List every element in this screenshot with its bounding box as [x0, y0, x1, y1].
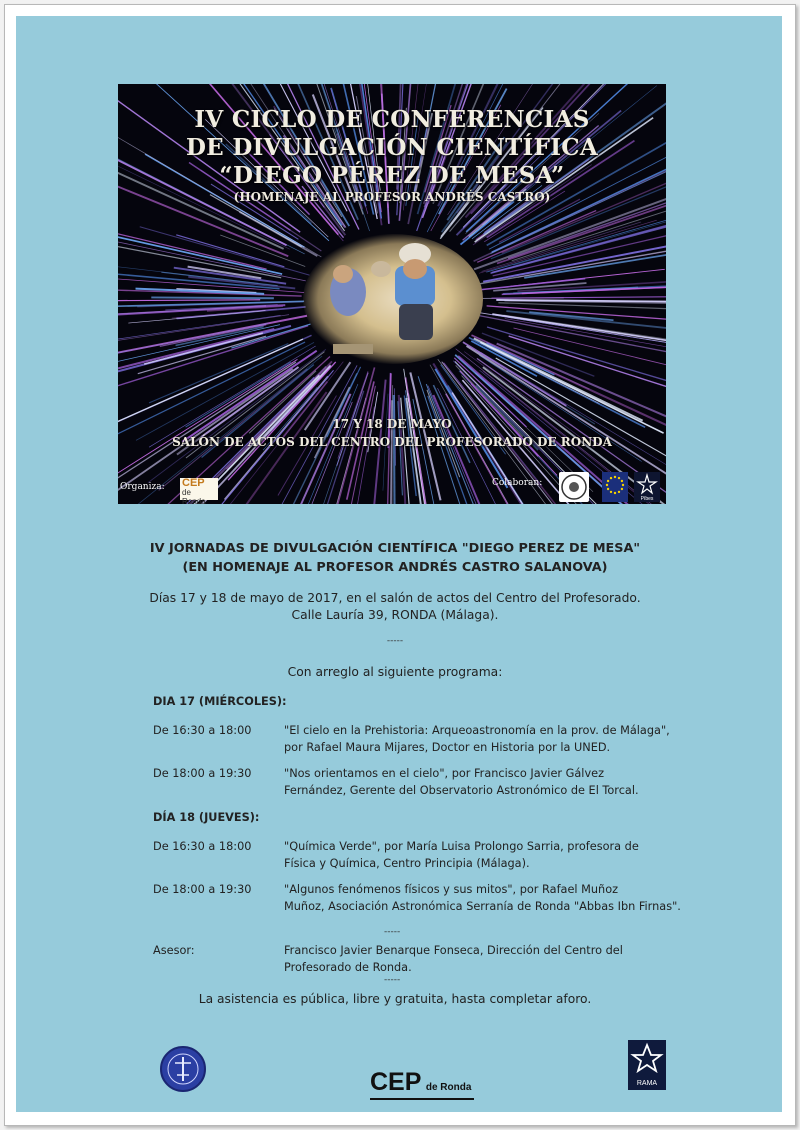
- eu-star-dot: [606, 484, 608, 486]
- advisor-label: Asesor:: [153, 944, 195, 957]
- cep-mini-logo: [180, 477, 218, 504]
- starburst-ray: [394, 395, 395, 504]
- starburst-ray: [506, 311, 666, 347]
- day17-session2-line2: Fernández, Gerente del Observatorio Astronómico de El Torcal.: [284, 784, 639, 797]
- eu-star-dot: [622, 484, 624, 486]
- day17-session1-time: De 16:30 a 18:00: [153, 724, 252, 737]
- banner-venue: SALÓN DE ACTOS DEL CENTRO DEL PROFESORADO DE RONDA: [172, 435, 612, 449]
- poster-banner: [118, 84, 666, 504]
- eu-star-dot: [618, 491, 620, 493]
- starburst-ray: [151, 297, 274, 298]
- cep-mini-logo-text: CEP: [182, 477, 205, 489]
- day18-session1-line2: Física y Química, Centro Principia (Málaga).: [284, 857, 530, 870]
- seal-logo-icon: [559, 472, 589, 502]
- eu-star-dot: [621, 480, 623, 482]
- banner-date: 17 Y 18 DE MAYO: [332, 417, 452, 431]
- day17-session1-line1: "El cielo en la Prehistoria: Arqueoastronomía en la prov. de Málaga",: [284, 724, 670, 737]
- heading-line1: IV JORNADAS DE DIVULGACIÓN CIENTÍFICA "DIEGO PEREZ DE MESA": [149, 541, 641, 556]
- intro-line2: Calle Lauría 39, RONDA (Málaga).: [291, 608, 499, 622]
- eu-star-dot: [614, 492, 616, 494]
- starburst-ray: [529, 312, 613, 320]
- day17-session2-time: De 18:00 a 19:30: [153, 767, 252, 780]
- day18-session2-line2: Muñoz, Asociación Astronómica Serranía de Ronda "Abbas Ibn Firnas".: [284, 900, 681, 913]
- cep-mini-logo-sub: de Ronda: [182, 488, 206, 504]
- day18-session2-time: De 18:00 a 19:30: [153, 883, 252, 896]
- heading-line2: (EN HOMENAJE AL PROFESOR ANDRÉS CASTRO SALANOVA): [182, 560, 608, 575]
- eu-star-dot: [621, 488, 623, 490]
- colaboran-label: Colaboran:: [492, 478, 543, 488]
- starburst-ray: [391, 400, 392, 504]
- pibes-label: Píbes: [640, 496, 654, 502]
- banner-photo: [303, 234, 483, 364]
- closing-note: La asistencia es pública, libre y gratuita, hasta completar aforo.: [198, 992, 592, 1006]
- day18-session1-line1: "Química Verde", por María Luisa Prolongo Sarria, profesora de: [284, 840, 639, 853]
- eu-star-dot: [607, 480, 609, 482]
- eu-star-dot: [618, 477, 620, 479]
- rama-logo-label: RAMA: [636, 1080, 658, 1087]
- advisor-line2: Profesorado de Ronda.: [284, 961, 412, 974]
- advisor-separator-bottom: -----: [384, 975, 401, 985]
- footer-cep-underline: [370, 1098, 474, 1100]
- day18-session2-line1: "Algunos fenómenos físicos y sus mitos", por Rafael Muñoz: [284, 883, 619, 896]
- organiza-label: Organiza:: [120, 482, 165, 492]
- starburst-ray: [498, 303, 666, 312]
- eu-star-dot: [610, 491, 612, 493]
- intro-separator: -----: [386, 636, 404, 646]
- pibes-logo-icon: [634, 472, 660, 502]
- eu-star-dot: [610, 477, 612, 479]
- people-illustration: [303, 234, 483, 364]
- day18-label: DÍA 18 (JUEVES):: [153, 811, 260, 824]
- footer-cep-logo-text: CEP: [370, 1068, 422, 1096]
- program-intro: Con arreglo al siguiente programa:: [287, 665, 503, 679]
- day17-session2-line1: "Nos orientamos en el cielo", por Francisco Javier Gálvez: [284, 767, 605, 780]
- day17-session1-line2: por Rafael Maura Mijares, Doctor en Historia por la UNED.: [284, 741, 611, 754]
- banner-subtitle: (HOMENAJE AL PROFESOR ANDRÉS CASTRO): [233, 190, 551, 204]
- starburst-ray: [149, 344, 288, 403]
- banner-title-line2: DE DIVULGACIÓN CIENTÍFICA: [185, 134, 599, 161]
- day18-session1-time: De 16:30 a 18:00: [153, 840, 252, 853]
- starburst-ray: [118, 315, 289, 346]
- eu-stars-logo-icon: [602, 472, 628, 502]
- day17-label: DIA 17 (MIÉRCOLES):: [153, 695, 287, 708]
- starburst-ray: [491, 297, 666, 299]
- banner-title-line1: IV CICLO DE CONFERENCIAS: [194, 106, 590, 133]
- starburst-ray: [138, 336, 266, 373]
- starburst-ray: [140, 227, 310, 275]
- eu-star-dot: [614, 476, 616, 478]
- footer-seal-logo-icon: [160, 1046, 206, 1092]
- advisor-separator-top: -----: [384, 927, 401, 937]
- intro-line1: Días 17 y 18 de mayo de 2017, en el salón de actos del Centro del Profesorado.: [149, 591, 641, 605]
- banner-title-line3: “DIEGO PÉREZ DE MESA”: [219, 162, 565, 189]
- footer-cep-logo: [370, 1068, 471, 1097]
- eu-star-dot: [607, 488, 609, 490]
- starburst-ray: [118, 300, 260, 302]
- advisor-line1: Francisco Javier Benarque Fonseca, Dirección del Centro del: [284, 944, 623, 957]
- footer-cep-logo-sub: de Ronda: [425, 1082, 472, 1093]
